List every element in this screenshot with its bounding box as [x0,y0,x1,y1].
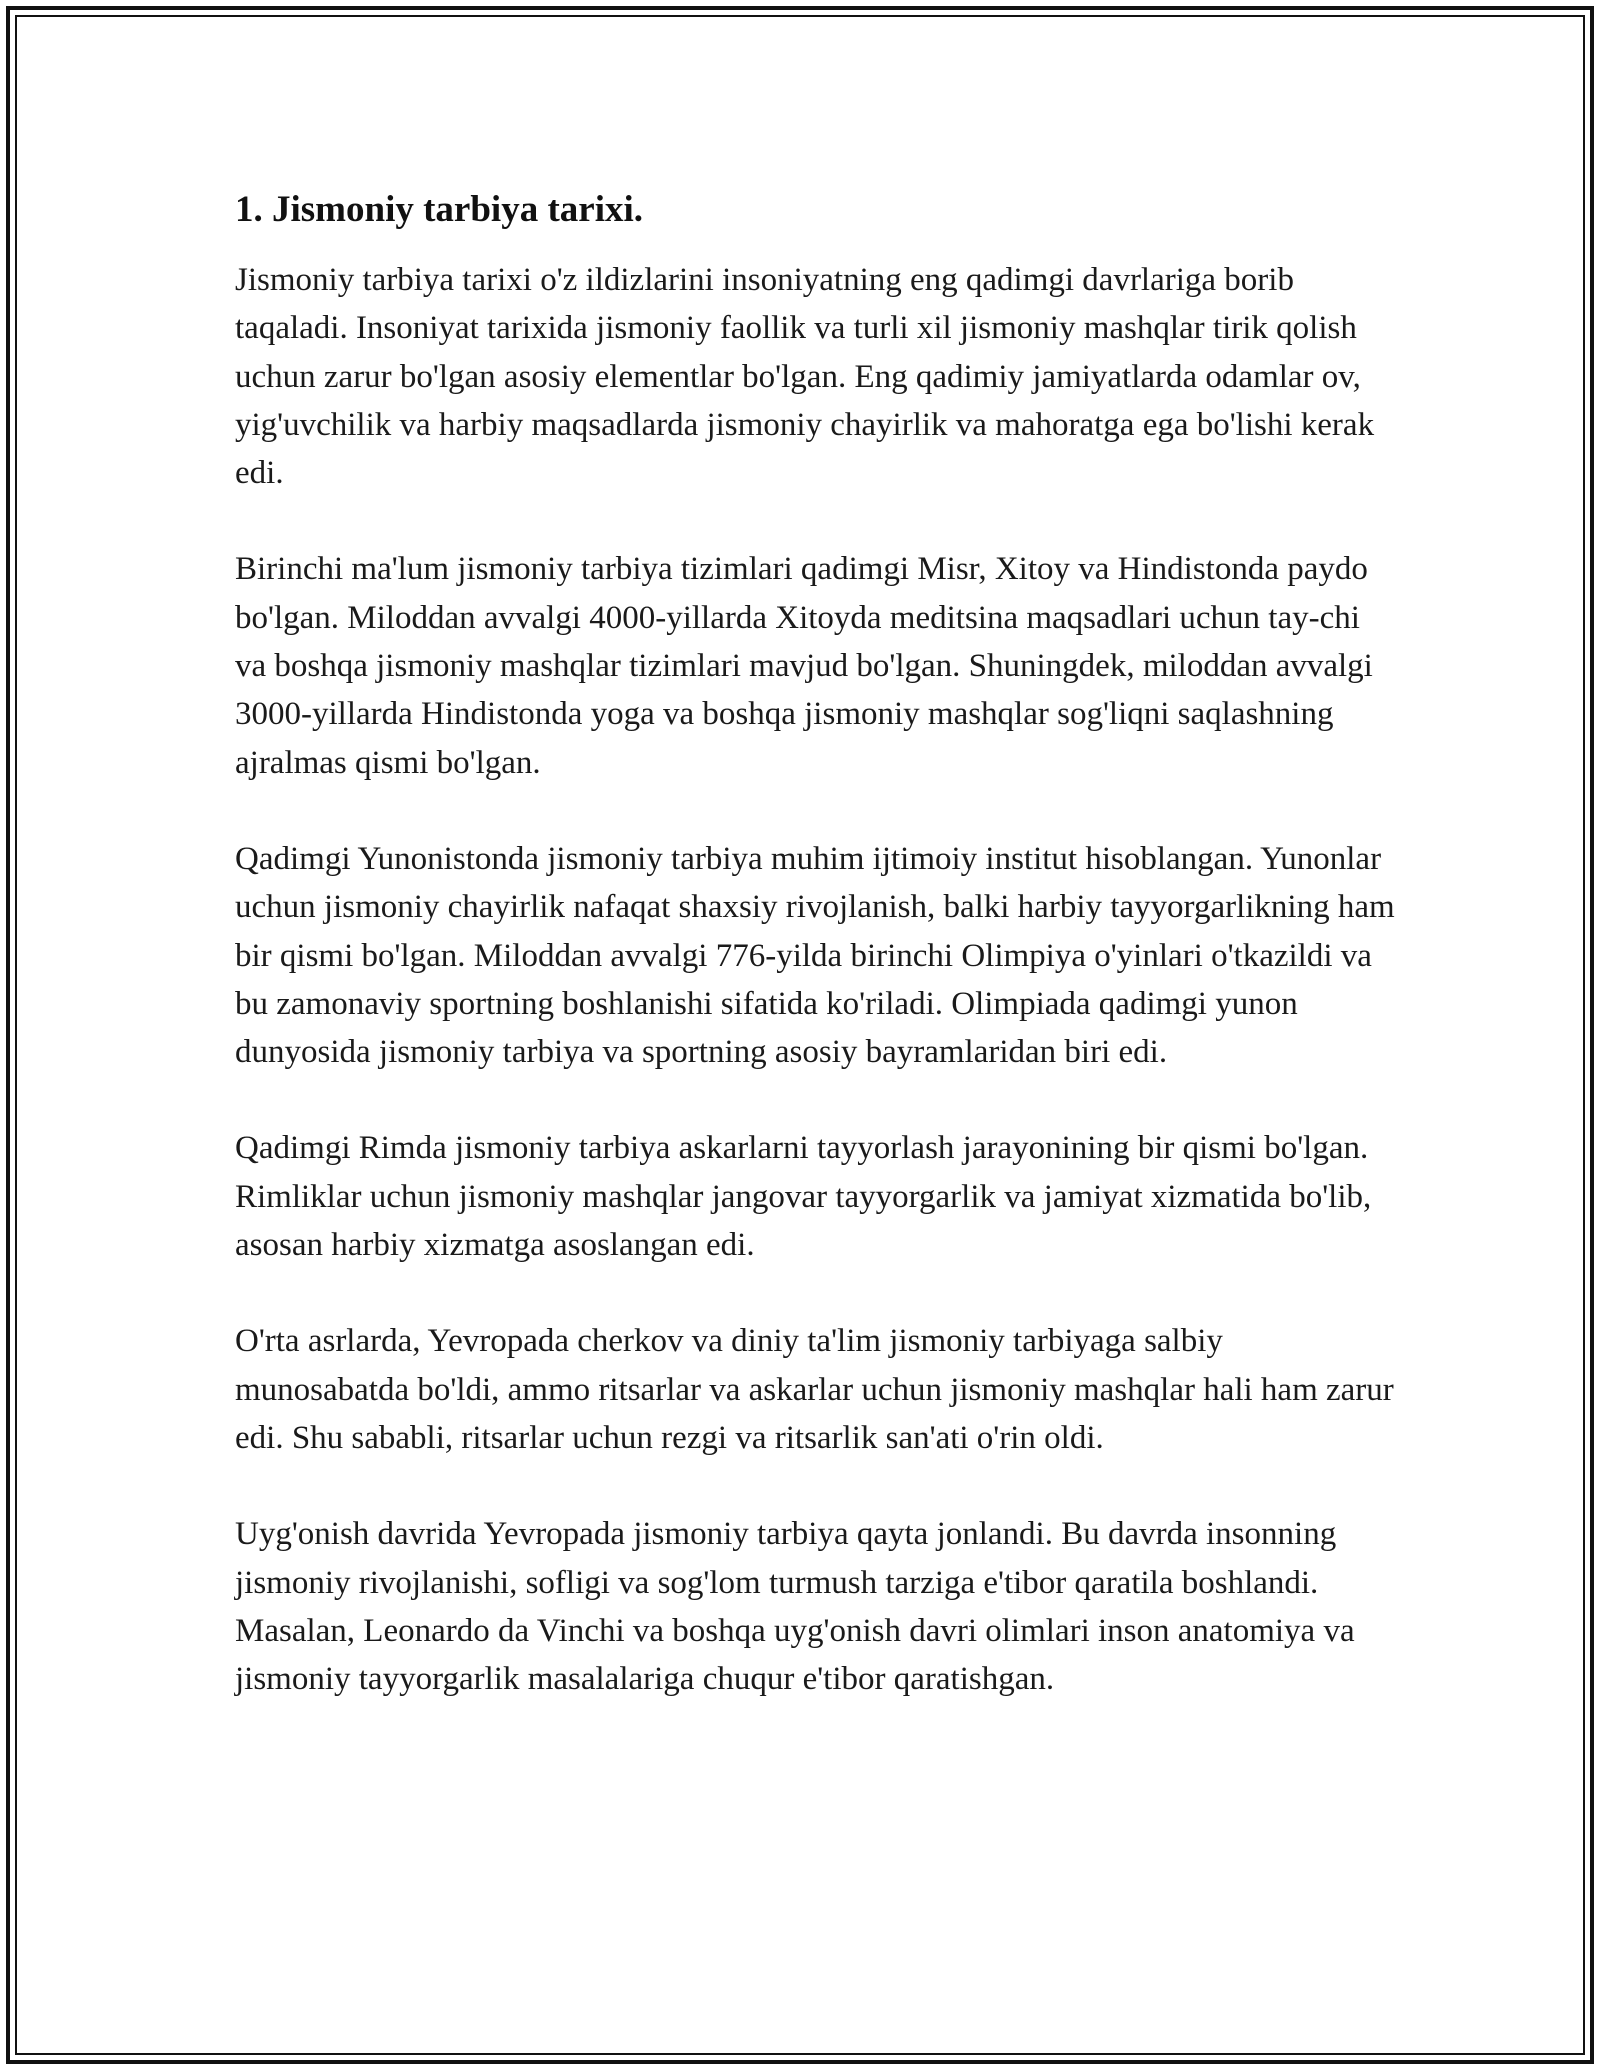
paragraph-ancient-rome: Qadimgi Rimda jismoniy tarbiya askarlarni tayyorlash jarayonining bir qismi bo'lgan. Rimliklar uchun jismoniy mashqlar jangovar tayyorgarlik va jamiyat xizmatida bo'lib, asosan harbiy xizmatga asoslangan edi. [235,1130,1372,1264]
document-body [235,186,1395,1751]
paragraph-early-systems: Birinchi ma'lum jismoniy tarbiya tizimlari qadimgi Misr, Xitoy va Hindistonda paydo bo'lgan. Miloddan avvalgi 4000-yillarda Xitoyda meditsina maqsadlari uchun tay-chi va boshqa jismoniy mashqlar tizimlari mavjud bo'lgan. Shuningdek, miloddan avvalgi 3000-yillarda Hindistonda yoga va boshqa jismoniy mashqlar sog'liqni saqlashning ajralmas qismi bo'lgan. [235,551,1373,781]
paragraph-origins: Jismoniy tarbiya tarixi o'z ildizlarini insoniyatning eng qadimgi davrlariga borib taqaladi. Insoniyat tarixida jismoniy faollik va turli xil jismoniy mashqlar tirik qolish uchun zarur bo'lgan asosiy elementlar bo'lgan. Eng qadimiy jamiyatlarda odamlar ov, yig'uvchilik va harbiy maqsadlarda jismoniy chayirlik va mahoratga ega bo'lishi kerak edi. [235,262,1375,492]
section-title: 1. Jismoniy tarbiya tarixi. [235,189,644,230]
paragraph-renaissance: Uyg'onish davrida Yevropada jismoniy tarbiya qayta jonlandi. Bu davrda insonning jismoniy rivojlanishi, sofligi va sog'lom turmush tarziga e'tibor qaratila boshlandi. Masalan, Leonardo da Vinchi va boshqa uyg'onish davri olimlari inson anatomiya va jismoniy tayyorgarlik masalalariga chuqur e'tibor qaratishgan. [235,1516,1355,1698]
paragraph-middle-ages: O'rta asrlarda, Yevropada cherkov va diniy ta'lim jismoniy tarbiyaga salbiy munosabatda bo'ldi, ammo ritsarlar va askarlar uchun jismoniy mashqlar hali ham zarur edi. Shu sababli, ritsarlar uchun rezgi va ritsarlik san'ati o'rin oldi. [235,1323,1394,1456]
paragraph-ancient-greece: Qadimgi Yunonistonda jismoniy tarbiya muhim ijtimoiy institut hisoblangan. Yunonlar uchun jismoniy chayirlik nafaqat shaxsiy rivojlanish, balki harbiy tayyorgarlikning ham bir qismi bo'lgan. Miloddan avvalgi 776-yilda birinchi Olimpiya o'yinlari o'tkazildi va bu zamonaviy sportning boshlanishi sifatida ko'riladi. Olimpiada qadimgi yunon dunyosida jismoniy tarbiya va sportning asosiy bayramlaridan biri edi. [235,840,1395,1071]
